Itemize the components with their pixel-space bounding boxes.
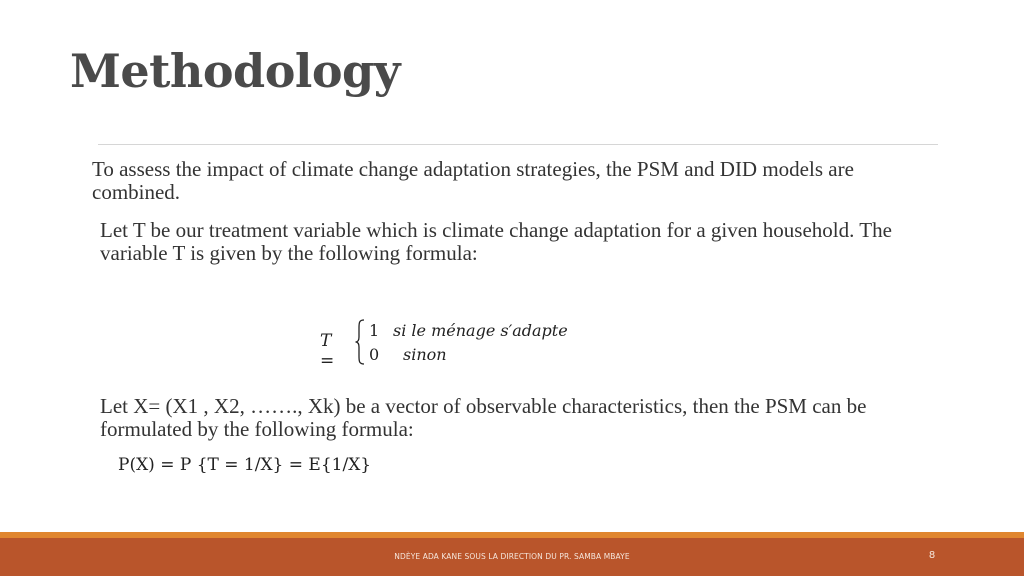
slide-title: Methodology bbox=[70, 44, 400, 98]
psm-formula: P(X) = P {T = 1/X} = E{1/X} bbox=[118, 455, 372, 475]
page-number: 8 bbox=[928, 550, 936, 561]
formula-lhs: T = bbox=[320, 331, 335, 371]
case-condition: sinon bbox=[403, 345, 447, 364]
case-value: 0 bbox=[369, 345, 380, 364]
title-divider bbox=[98, 144, 938, 145]
left-brace-symbol bbox=[354, 318, 366, 366]
psm-paragraph: Let X= (X1 , X2, ……., Xk) be a vector of observable characteristics, then the PSM can be formulated by the following formula: bbox=[100, 394, 867, 441]
intro-paragraph: To assess the impact of climate change adaptation strategies, the PSM and DID models are combined. bbox=[92, 157, 854, 204]
footer-band bbox=[0, 538, 1024, 576]
treatment-paragraph: Let T be our treatment variable which is climate change adaptation for a given household. The variable T is given by the following formula: bbox=[100, 218, 892, 265]
case-condition: si le ménage s′adapte bbox=[393, 321, 568, 340]
footer-author: NDÈYE ADA KANE SOUS LA DIRECTION DU PR. SAMBA MBAYE bbox=[394, 552, 630, 561]
formula-case-otherwise bbox=[369, 345, 447, 364]
formula-case-adapt bbox=[369, 321, 568, 340]
case-value: 1 bbox=[369, 321, 380, 340]
